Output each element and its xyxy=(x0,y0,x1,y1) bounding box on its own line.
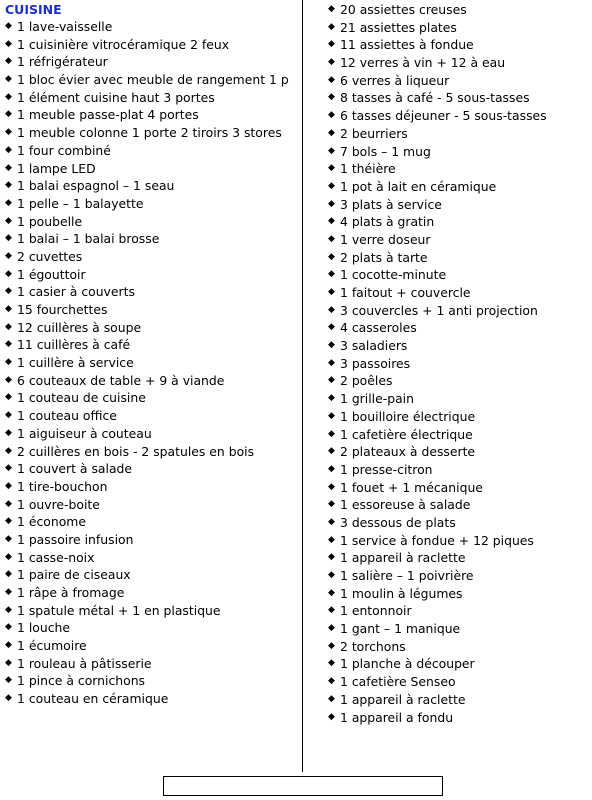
list-item xyxy=(5,619,297,637)
list-item-text: 1 balai – 1 balai brosse xyxy=(17,231,160,247)
list-item xyxy=(5,372,297,390)
list-item xyxy=(328,620,590,638)
list-item-text: 12 cuillères à soupe xyxy=(17,319,142,335)
list-item-text: 3 saladiers xyxy=(340,338,408,354)
list-item-text: 1 égouttoir xyxy=(17,266,86,282)
left-column xyxy=(5,0,297,708)
list-item-text: 6 couteaux de table + 9 à viande xyxy=(17,372,225,388)
bullet-icon: ◆ xyxy=(328,640,335,651)
bullet-icon: ◆ xyxy=(328,4,335,14)
list-item xyxy=(5,407,297,425)
bullet-icon: ◆ xyxy=(328,410,335,421)
list-item xyxy=(328,390,590,408)
list-item xyxy=(328,89,590,107)
list-item-text: 6 tasses déjeuner - 5 sous-tasses xyxy=(340,108,547,124)
bullet-icon: ◆ xyxy=(5,144,12,155)
list-item-text: 1 passoire infusion xyxy=(17,531,134,547)
list-item xyxy=(5,106,297,124)
list-item xyxy=(328,602,590,620)
list-item-text: 7 bols – 1 mug xyxy=(340,143,431,159)
list-item xyxy=(5,513,297,531)
list-item-text: 1 service à fondue + 12 piques xyxy=(340,532,534,548)
list-item-text: 11 cuillères à café xyxy=(17,337,131,353)
bullet-icon: ◆ xyxy=(328,180,335,191)
list-item xyxy=(328,266,590,284)
list-item-text: 1 couvert à salade xyxy=(17,461,133,477)
list-item-text: 1 lave-vaisselle xyxy=(17,19,113,34)
bullet-icon: ◆ xyxy=(5,250,12,261)
list-item xyxy=(328,1,590,19)
list-item-text: 1 salière – 1 poivrière xyxy=(340,568,474,583)
list-item-text: 1 réfrigérateur xyxy=(17,54,108,70)
list-item xyxy=(328,178,590,196)
list-item-text: 2 torchons xyxy=(340,638,406,654)
list-item xyxy=(5,319,297,337)
bullet-icon: ◆ xyxy=(328,145,335,156)
bullet-icon: ◆ xyxy=(328,587,335,598)
bullet-icon: ◆ xyxy=(328,463,335,474)
bullet-icon: ◆ xyxy=(5,339,12,350)
bullet-icon: ◆ xyxy=(5,286,12,297)
bullet-icon: ◆ xyxy=(328,216,335,227)
bullet-icon: ◆ xyxy=(328,605,335,616)
list-item-text: 2 cuvettes xyxy=(17,248,83,264)
list-item xyxy=(328,36,590,54)
footer-box xyxy=(163,776,443,796)
list-item xyxy=(5,89,297,107)
bullet-icon: ◆ xyxy=(5,675,12,686)
list-item xyxy=(5,637,297,655)
bullet-icon: ◆ xyxy=(5,516,12,527)
list-item-text: 1 poubelle xyxy=(17,213,83,229)
list-item xyxy=(328,372,590,390)
list-item-text: 1 appareil à raclette xyxy=(340,550,466,566)
list-item xyxy=(328,443,590,461)
bullet-icon: ◆ xyxy=(5,162,12,173)
list-item xyxy=(5,690,297,708)
list-item-text: 1 élément cuisine haut 3 portes xyxy=(17,89,215,105)
bullet-icon: ◆ xyxy=(328,304,335,315)
bullet-icon: ◆ xyxy=(328,428,335,439)
list-item xyxy=(328,426,590,444)
list-item xyxy=(5,460,297,478)
list-item-text: 1 verre doseur xyxy=(340,231,431,247)
bullet-icon: ◆ xyxy=(5,410,12,421)
bullet-icon: ◆ xyxy=(5,74,12,85)
list-item-text: 1 meuble passe-plat 4 portes xyxy=(17,107,199,123)
list-item xyxy=(328,125,590,143)
list-item-text: 1 gant – 1 manique xyxy=(340,621,461,637)
bullet-icon: ◆ xyxy=(5,180,12,191)
list-item xyxy=(328,54,590,72)
bullet-icon: ◆ xyxy=(328,74,335,85)
bullet-icon: ◆ xyxy=(5,569,12,580)
list-item-text: 1 presse-citron xyxy=(340,461,433,477)
list-item xyxy=(328,284,590,302)
bullet-icon: ◆ xyxy=(328,658,335,669)
bullet-icon: ◆ xyxy=(328,251,335,262)
bullet-icon: ◆ xyxy=(328,711,335,722)
list-item-text: 1 écumoire xyxy=(17,638,87,654)
bullet-icon: ◆ xyxy=(328,233,335,244)
list-item-text: 11 assiettes à fondue xyxy=(340,37,474,53)
list-item-text: 3 couvercles + 1 anti projection xyxy=(340,302,538,318)
bullet-icon: ◆ xyxy=(328,446,335,457)
list-item-text: 20 assiettes creuses xyxy=(340,2,467,17)
bullet-icon: ◆ xyxy=(5,21,12,31)
list-item-text: 2 plateaux à desserte xyxy=(340,444,476,460)
list-item-text: 6 verres à liqueur xyxy=(340,72,450,88)
list-item xyxy=(5,283,297,301)
bullet-icon: ◆ xyxy=(328,110,335,121)
list-item-text: 1 entonnoir xyxy=(340,603,412,619)
list-item-text: 2 poêles xyxy=(340,373,393,389)
bullet-icon: ◆ xyxy=(5,197,12,208)
list-item xyxy=(328,691,590,709)
list-item xyxy=(5,336,297,354)
list-item-text: 21 assiettes plates xyxy=(340,19,457,35)
list-item xyxy=(328,496,590,514)
bullet-icon: ◆ xyxy=(5,622,12,633)
list-item-text: 1 couteau en céramique xyxy=(17,691,169,707)
list-item xyxy=(328,655,590,673)
list-item xyxy=(5,354,297,372)
bullet-icon: ◆ xyxy=(328,127,335,138)
list-item xyxy=(5,213,297,231)
list-item xyxy=(328,19,590,37)
list-item-text: 1 pince à cornichons xyxy=(17,673,146,689)
list-item xyxy=(5,672,297,690)
list-item-text: 1 tire-bouchon xyxy=(17,478,108,494)
list-item-text: 4 casseroles xyxy=(340,320,417,336)
bullet-icon: ◆ xyxy=(5,551,12,562)
bullet-icon: ◆ xyxy=(5,640,12,651)
list-item xyxy=(5,566,297,584)
list-item-text: 1 four combiné xyxy=(17,142,111,158)
bullet-icon: ◆ xyxy=(328,375,335,386)
bullet-icon: ◆ xyxy=(328,534,335,545)
list-item xyxy=(328,532,590,550)
bullet-icon: ◆ xyxy=(5,321,12,332)
list-item-text: 1 appareil a fondu xyxy=(340,709,454,725)
list-item xyxy=(5,655,297,673)
list-item-text: 1 casse-noix xyxy=(17,549,95,565)
list-item-text: 12 verres à vin + 12 à eau xyxy=(340,55,506,71)
list-item xyxy=(5,549,297,567)
bullet-icon: ◆ xyxy=(328,198,335,209)
list-item-text: 1 spatule métal + 1 en plastique xyxy=(17,602,221,618)
bullet-icon: ◆ xyxy=(328,393,335,404)
list-item-text: 1 paire de ciseaux xyxy=(17,567,131,583)
list-item xyxy=(5,230,297,248)
list-item xyxy=(328,549,590,567)
bullet-icon: ◆ xyxy=(328,357,335,368)
list-item xyxy=(328,461,590,479)
bullet-icon: ◆ xyxy=(328,287,335,297)
list-item-text: 1 grille-pain xyxy=(340,391,414,407)
bullet-icon: ◆ xyxy=(5,604,12,615)
list-item-text: 1 planche à découper xyxy=(340,656,475,672)
list-item xyxy=(5,602,297,620)
bullet-icon: ◆ xyxy=(5,587,12,597)
list-item xyxy=(5,18,297,36)
list-item xyxy=(5,160,297,178)
list-item xyxy=(5,531,297,549)
list-item xyxy=(328,107,590,125)
list-item xyxy=(5,425,297,443)
list-item xyxy=(328,302,590,320)
bullet-icon: ◆ xyxy=(5,374,12,385)
bullet-icon: ◆ xyxy=(328,516,335,527)
list-item-text: 1 fouet + 1 mécanique xyxy=(340,479,483,495)
list-item-text: 1 aiguiseur à couteau xyxy=(17,425,152,441)
list-item xyxy=(5,584,297,602)
bullet-icon: ◆ xyxy=(5,445,12,456)
bullet-icon: ◆ xyxy=(328,570,335,580)
left-item-list xyxy=(5,18,297,708)
list-item xyxy=(5,496,297,514)
list-item xyxy=(5,266,297,284)
list-item-text: 1 couteau office xyxy=(17,408,117,424)
list-item xyxy=(5,124,297,142)
bullet-icon: ◆ xyxy=(5,657,12,668)
list-item-text: 2 plats à tarte xyxy=(340,249,428,265)
list-item-text: 1 essoreuse à salade xyxy=(340,497,471,513)
list-item xyxy=(328,355,590,373)
section-title: CUISINE xyxy=(5,2,62,17)
bullet-icon: ◆ xyxy=(328,57,335,68)
bullet-icon: ◆ xyxy=(5,304,12,314)
list-item-text: 1 ouvre-boite xyxy=(17,496,100,512)
list-item-text: 1 rouleau à pâtisserie xyxy=(17,655,152,671)
right-column xyxy=(328,0,590,726)
list-item-text: 15 fourchettes xyxy=(17,302,108,317)
list-item-text: 1 cafetière Senseo xyxy=(340,674,456,690)
list-item-text: 1 cocotte-minute xyxy=(340,267,447,283)
list-item-text: 1 casier à couverts xyxy=(17,284,135,300)
list-item-text: 3 plats à service xyxy=(340,196,442,212)
bullet-icon: ◆ xyxy=(328,39,335,50)
bullet-icon: ◆ xyxy=(5,268,12,279)
list-item xyxy=(328,337,590,355)
list-item xyxy=(328,514,590,532)
list-item-text: 2 cuillères en bois - 2 spatules en bois xyxy=(17,443,255,459)
list-item-text: 3 passoires xyxy=(340,355,411,371)
column-divider xyxy=(302,0,303,772)
list-item xyxy=(5,36,297,54)
list-item-text: 3 dessous de plats xyxy=(340,514,456,530)
list-item-text: 4 plats à gratin xyxy=(340,214,435,230)
bullet-icon: ◆ xyxy=(5,38,12,49)
list-item xyxy=(328,72,590,90)
list-item-text: 1 pelle – 1 balayette xyxy=(17,195,144,211)
bullet-icon: ◆ xyxy=(5,427,12,438)
list-item xyxy=(5,142,297,160)
list-item xyxy=(5,71,297,89)
right-item-list xyxy=(328,1,590,726)
bullet-icon: ◆ xyxy=(5,533,12,544)
bullet-icon: ◆ xyxy=(328,676,335,687)
list-item xyxy=(5,248,297,266)
bullet-icon: ◆ xyxy=(5,357,12,368)
list-item xyxy=(328,249,590,267)
bullet-icon: ◆ xyxy=(328,322,335,333)
list-item xyxy=(328,638,590,656)
list-item xyxy=(328,160,590,178)
bullet-icon: ◆ xyxy=(328,163,335,174)
list-item xyxy=(5,389,297,407)
list-item-text: 1 balai espagnol – 1 seau xyxy=(17,178,175,194)
bullet-icon: ◆ xyxy=(5,127,12,138)
list-item-text: 8 tasses à café - 5 sous-tasses xyxy=(340,90,530,106)
list-item-text: 1 lampe LED xyxy=(17,160,96,176)
list-item-text: 1 meuble colonne 1 porte 2 tiroirs 3 stores xyxy=(17,125,282,141)
list-item-text: 1 pot à lait en céramique xyxy=(340,178,497,194)
list-item xyxy=(328,673,590,691)
bullet-icon: ◆ xyxy=(328,499,335,510)
bullet-icon: ◆ xyxy=(5,56,12,67)
bullet-icon: ◆ xyxy=(5,480,12,491)
bullet-icon: ◆ xyxy=(5,233,12,244)
bullet-icon: ◆ xyxy=(5,693,12,704)
bullet-icon: ◆ xyxy=(5,498,12,509)
bullet-icon: ◆ xyxy=(328,340,335,351)
bullet-icon: ◆ xyxy=(328,269,335,280)
bullet-icon: ◆ xyxy=(328,623,335,634)
bullet-icon: ◆ xyxy=(328,693,335,704)
bullet-icon: ◆ xyxy=(5,91,12,102)
list-item xyxy=(328,196,590,214)
list-item xyxy=(5,301,297,319)
bullet-icon: ◆ xyxy=(5,109,12,120)
list-item xyxy=(5,443,297,461)
list-item xyxy=(328,213,590,231)
list-item xyxy=(328,408,590,426)
list-item xyxy=(5,478,297,496)
list-item xyxy=(328,479,590,497)
list-item-text: 1 couteau de cuisine xyxy=(17,390,146,406)
list-item-text: 1 faitout + couvercle xyxy=(340,285,471,300)
list-item xyxy=(5,177,297,195)
list-item-text: 1 théière xyxy=(340,161,396,177)
list-item xyxy=(328,319,590,337)
list-item xyxy=(328,585,590,603)
list-item-text: 1 cuisinière vitrocéramique 2 feux xyxy=(17,36,230,52)
bullet-icon: ◆ xyxy=(328,481,335,492)
list-item-text: 1 bloc évier avec meuble de rangement 1 p xyxy=(17,72,289,88)
list-item-text: 1 bouilloire électrique xyxy=(340,408,476,424)
list-item xyxy=(5,195,297,213)
list-item xyxy=(328,567,590,585)
list-item-text: 2 beurriers xyxy=(340,125,408,141)
list-item xyxy=(5,53,297,71)
bullet-icon: ◆ xyxy=(328,21,335,32)
bullet-icon: ◆ xyxy=(5,463,12,474)
list-item-text: 1 cuillère à service xyxy=(17,355,134,371)
bullet-icon: ◆ xyxy=(5,215,12,226)
list-item-text: 1 râpe à fromage xyxy=(17,585,125,600)
list-item xyxy=(328,709,590,727)
list-item-text: 1 appareil à raclette xyxy=(340,691,466,707)
list-item-text: 1 moulin à légumes xyxy=(340,585,463,601)
list-item xyxy=(328,231,590,249)
list-item-text: 1 économe xyxy=(17,514,86,530)
list-item-text: 1 louche xyxy=(17,620,70,636)
list-item xyxy=(328,143,590,161)
list-item-text: 1 cafetière électrique xyxy=(340,426,473,442)
bullet-icon: ◆ xyxy=(5,392,12,403)
bullet-icon: ◆ xyxy=(328,92,335,103)
bullet-icon: ◆ xyxy=(328,552,335,563)
